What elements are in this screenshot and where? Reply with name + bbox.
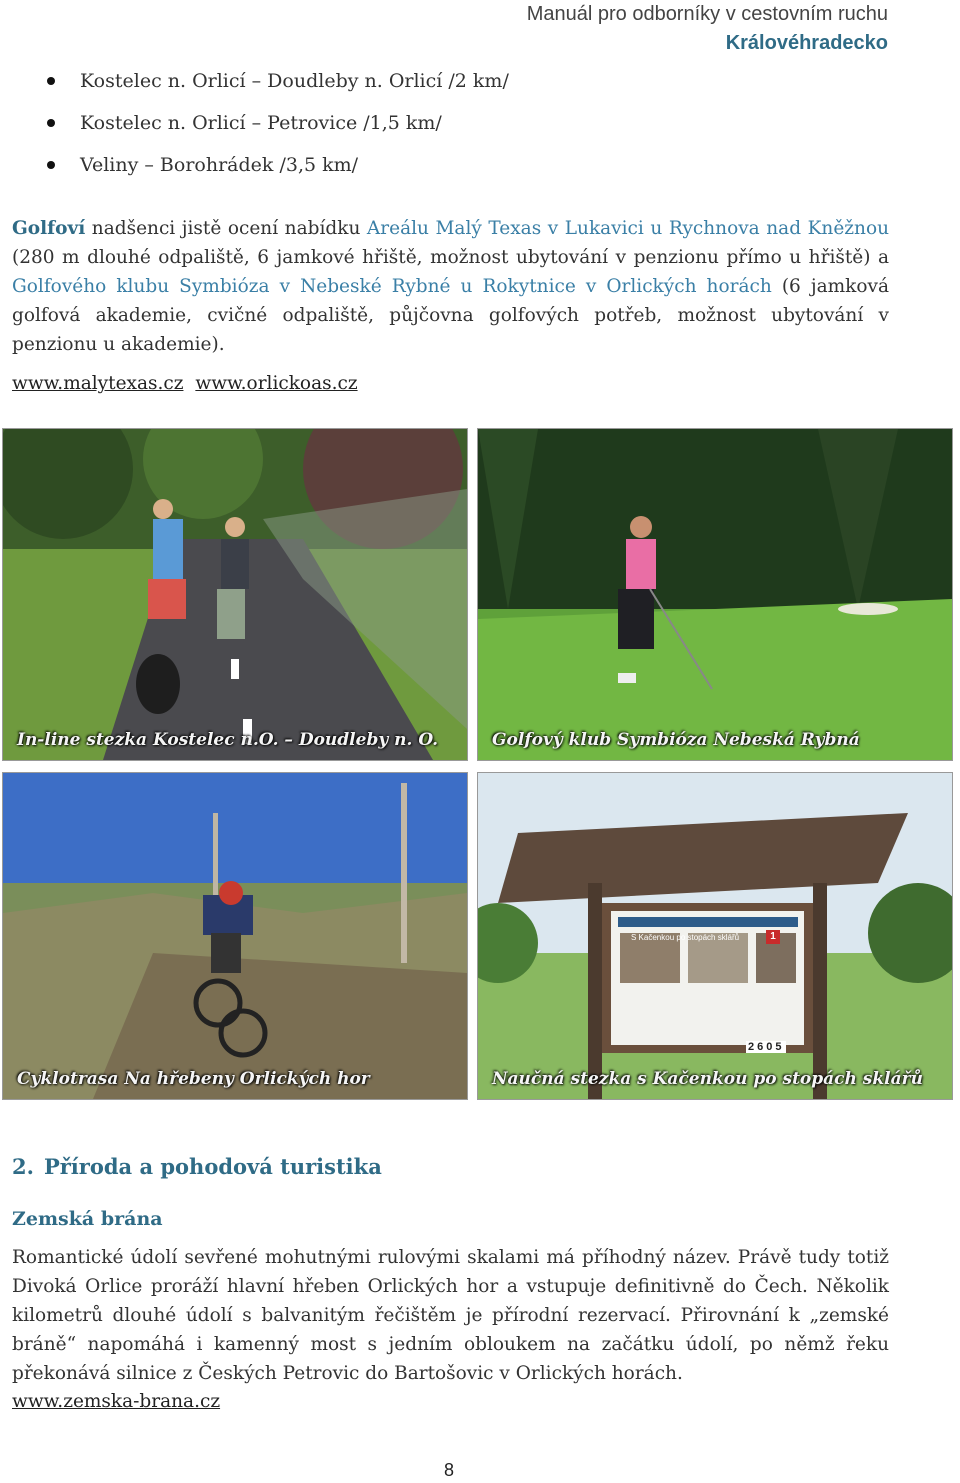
zemska-brana-paragraph: Romantické údolí sevřené mohutnými rulovými skalami má příhodný název. Právě tudy totiž Divoká Orlice proráží hlavní hřeben Orlických hor a vstupuje definitivně do Čech. Několik kilometrů dlouhé údolí s balvanitým řečištěm je přírodní rezervací. Přirovnání k „zemské bráně“ napomáhá i kamenný most s jedním obloukem na začátku údolí, po němž řeku překonává silnice z Českých Petrovic do Bartošovic v Orlických horách. (12, 1247, 889, 1384)
section-title: Příroda a pohodová turistika (43, 1154, 382, 1179)
sign-number: 1 (766, 930, 780, 944)
photo-golf (477, 428, 953, 761)
photo-inline-skating (2, 428, 468, 761)
malytexas-link[interactable]: www.malytexas.cz (12, 373, 184, 394)
zemska-brana-link[interactable]: www.zemska-brana.cz (12, 1391, 221, 1412)
section-number: 2. (12, 1154, 34, 1179)
golf-text: (280 m dlouhé odpaliště, 6 jamkové hřiště, možnost ubytování v penzionu přímo u hřiště) a (12, 247, 889, 268)
subsection-heading: Zemská brána (12, 1208, 163, 1230)
page-header (527, 0, 888, 58)
photo-caption: Naučná stezka s Kačenkou po stopách sklářů (492, 1069, 923, 1089)
photo-caption: In-line stezka Kostelec n.O. – Doudleby n. O. (17, 730, 439, 750)
page-number: 8 (444, 1460, 455, 1480)
symbioza-name: Golfového klubu Symbióza v Nebeské Rybné u Rokytnice v Orlických horách (12, 276, 772, 297)
photo-trail-sign (477, 772, 953, 1100)
orlickoas-link[interactable]: www.orlickoas.cz (195, 373, 358, 394)
manual-title: Manuál pro odborníky v cestovním ruchu (526, 3, 888, 25)
photo-caption: Cyklotrasa Na hřebeny Orlických hor (17, 1069, 370, 1089)
route-item: Kostelec n. Orlicí – Doudleby n. Orlicí /2 km/ (0, 64, 509, 106)
route-list (0, 64, 509, 190)
golf-links (12, 369, 889, 398)
route-item: Veliny – Borohrádek /3,5 km/ (0, 148, 509, 190)
golf-keyword: Golfoví (12, 218, 86, 239)
sign-code: 2605 (748, 1041, 785, 1053)
golf-text: (6 jamková golfová akademie, cvičné odpaliště, půjčovna golfových potřeb, možnost ubytování v penzionu u akademie). (12, 276, 889, 355)
zemska-link-row (12, 1387, 889, 1416)
golf-paragraph (12, 214, 889, 359)
region-name: Královéhradecko (725, 32, 888, 54)
sign-title: S Kačenkou po stopách sklářů (631, 933, 740, 942)
route-item: Kostelec n. Orlicí – Petrovice /1,5 km/ (0, 106, 509, 148)
maly-texas-name: Areálu Malý Texas v Lukavici u Rychnova nad Kněžnou (366, 218, 889, 239)
golf-text: nadšenci jistě ocení nabídku (85, 218, 367, 239)
section-heading (12, 1154, 382, 1179)
photo-caption: Golfový klub Symbióza Nebeská Rybná (492, 730, 860, 750)
photo-cycling (2, 772, 468, 1100)
